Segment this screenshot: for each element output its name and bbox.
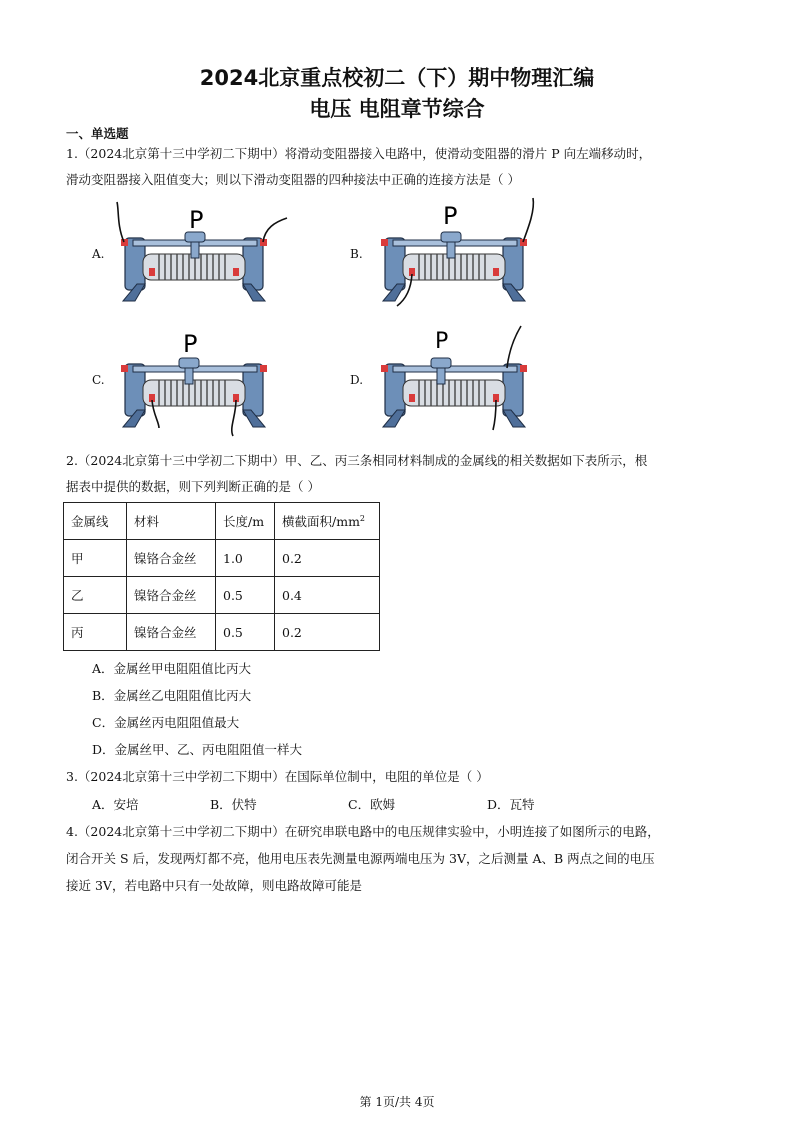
q2-stem-line2: 据表中提供的数据，则下列判断正确的是（ ） [66,479,320,494]
table-row [64,577,380,614]
table-cell: 甲 [64,540,127,577]
q1-stem-line2: 滑动变阻器接入阻值变大；则以下滑动变阻器的四种接法中正确的连接方法是（ ） [66,172,520,187]
wire-top-right [507,326,521,368]
table-cell: 1.0 [216,540,275,577]
q2-choice-b: B．金属丝乙电阻阻值比丙大 [92,688,252,703]
table-header-cell: 长度/m [216,503,275,540]
q3-choice-c: C．欧姆 [348,797,396,812]
table-cell: 镍铬合金丝 [127,540,216,577]
table-header-cell: 金属线 [64,503,127,540]
table-cell: 0.4 [275,577,380,614]
q2-stem-line1: 2.（2024北京第十三中学初二下期中）甲、乙、丙三条相同材料制成的金属线的相关数据如下表所示，根 [66,453,648,468]
table-cell: 0.5 [216,577,275,614]
rheostat-body [381,358,527,427]
q1-option-a-label: A. [92,247,105,261]
metal-wire-table [63,502,380,651]
rheostat-a-figure [115,196,275,306]
slider-label-p: P [435,329,449,354]
wire-top-right [263,218,287,242]
q4-stem-line1: 4.（2024北京第十三中学初二下期中）在研究串联电路中的电压规律实验中，小明连接了如图所示的电路， [66,824,660,839]
q1-option-b-label: B. [350,247,363,261]
table-cell: 丙 [64,614,127,651]
table-cell: 0.2 [275,540,380,577]
slider-label-p: P [189,206,204,234]
page-subtitle: 电压 电阻章节综合 [309,97,485,121]
table-header-cell: 材料 [127,503,216,540]
wire-top-left [117,202,124,242]
q3-choice-d: D．瓦特 [487,797,535,812]
rheostat-body [121,232,267,301]
q2-choice-d: D．金属丝甲、乙、丙电阻阻值一样大 [92,742,303,757]
q3-stem: 3.（2024北京第十三中学初二下期中）在国际单位制中，电阻的单位是（ ） [66,769,489,784]
rheostat-b-figure [375,196,535,306]
page-number: 第 1页/共 4页 [359,1095,435,1109]
wire-top-right [523,198,533,242]
table-cell: 乙 [64,577,127,614]
table-cell: 0.2 [275,614,380,651]
slider-label-p: P [183,330,198,358]
q4-stem-line3: 接近 3V，若电路中只有一处故障，则电路故障可能是 [66,878,362,893]
table-header-row [64,503,380,540]
q3-choice-a: A．安培 [92,797,139,812]
page-title: 2024北京重点校初二（下）期中物理汇编 [199,66,595,90]
q2-choice-a: A．金属丝甲电阻阻值比丙大 [92,661,252,676]
q2-choice-c: C．金属丝丙电阻阻值最大 [92,715,240,730]
table-row [64,614,380,651]
q1-option-d-label: D. [350,373,364,387]
q1-option-c-label: C. [92,373,105,387]
slider-label-p: P [443,202,458,230]
rheostat-body [381,232,527,301]
table-cell: 镍铬合金丝 [127,577,216,614]
rheostat-c-figure [115,322,275,432]
q4-stem-line2: 闭合开关 S 后，发现两灯都不亮，他用电压表先测量电源两端电压为 3V，之后测量 A、B 两点之间的电压 [66,851,655,866]
table-header-cell: 横截面积$/mm^2$ [275,503,380,540]
table-cell: 镍铬合金丝 [127,614,216,651]
q3-choice-b: B．伏特 [210,797,257,812]
rheostat-body [121,358,267,427]
rheostat-d-figure [375,322,535,432]
q1-stem-line1: 1.（2024北京第十三中学初二下期中）将滑动变阻器接入电路中，使滑动变阻器的滑片 P 向左端移动时， [66,146,652,161]
table-cell: 0.5 [216,614,275,651]
table-row [64,540,380,577]
section-heading: 一、单选题 [66,126,129,141]
